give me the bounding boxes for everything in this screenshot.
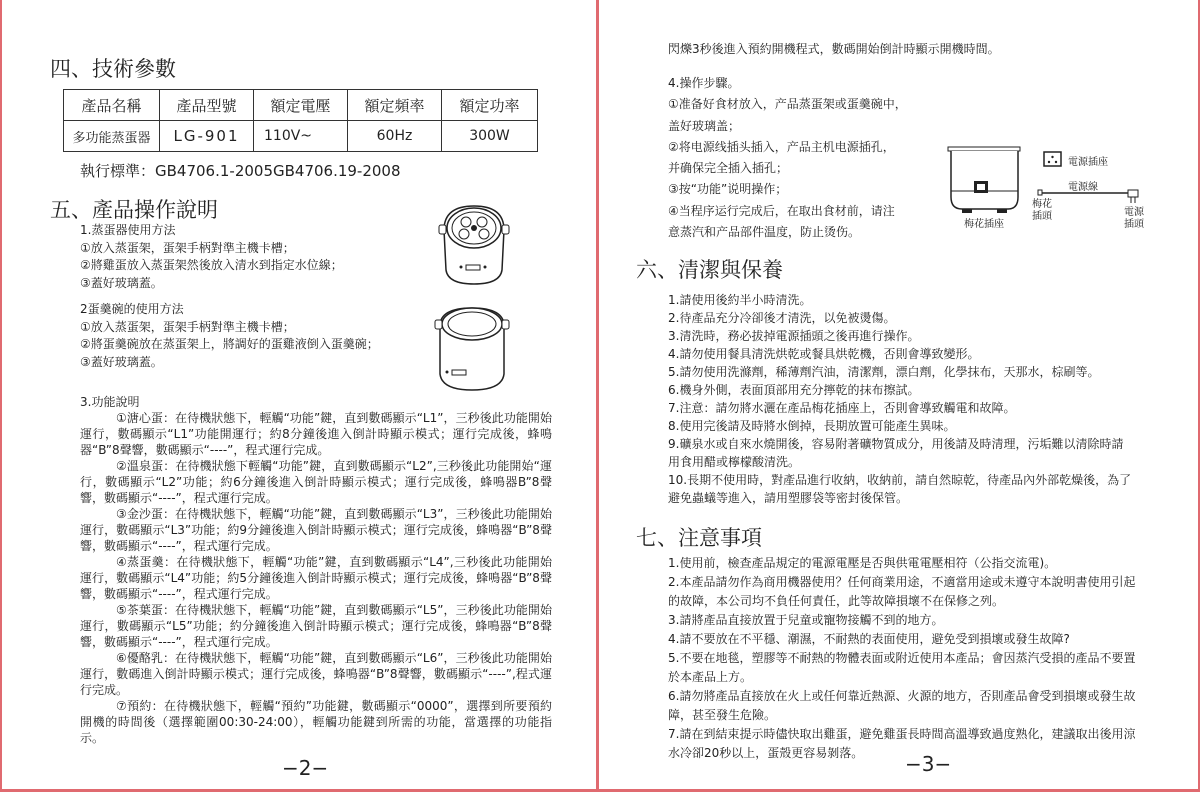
- power-plug-label: [1124, 207, 1144, 231]
- note-item: 3.請將產品直接放置于兒童或寵物接觸不到的地方。: [668, 613, 944, 627]
- page-divider: [596, 0, 599, 791]
- cleaning-item: 3.清洗時，務必拔掉電源插頭之後再進行操作。: [668, 329, 920, 343]
- usage-1-step: ②將雞蛋放入蒸蛋架然後放入清水到指定水位線；: [80, 258, 343, 272]
- usage-1-step: ③蓋好玻璃蓋。: [80, 275, 163, 290]
- note-item: 的故障，本公司均不負任何責任，此等故障損壞不在保修之列。: [668, 594, 1005, 608]
- cleaning-item: 2.待產品充分冷卻後才清洗，以免被燙傷。: [668, 311, 896, 325]
- egg-custard-bowl-illustration: [432, 302, 512, 394]
- value-cell: 300W: [442, 121, 538, 152]
- usage-2: [80, 301, 379, 371]
- usage-2-step: ③蓋好玻璃蓋。: [80, 354, 163, 369]
- step-line: 盖好玻璃盖；: [668, 118, 741, 133]
- functions-title: 3.功能說明: [80, 395, 140, 409]
- note-item: 2.本產品請勿作為商用機器使用？任何商業用途，不適當用途或未遵守本說明書使用引起: [668, 575, 1136, 589]
- step-line: 意蒸汽和产品部件温度，防止烫伤。: [668, 225, 861, 240]
- spec-header-row: [64, 90, 538, 121]
- step-line: ②将电源线插头插入，产品主机电源插孔，: [668, 139, 895, 154]
- cleaning-item: 用食用醋或檸檬酸清洗。: [668, 455, 801, 469]
- function-item: ①溏心蛋：在待機狀態下，輕觸“功能”鍵，直到數碼顯示“L1”，三秒後此功能開始運行，數碼顯示“L1”功能開運行；約8分鐘後進入倒計時顯示模式；運行完成後，蜂鳴器“B”8聲響，數碼顯示“----”，程式運行完成。: [80, 411, 552, 457]
- cleaning-list: [668, 291, 1131, 507]
- step-line: ④当程序运行完成后，在取出食材前，请注: [668, 203, 895, 218]
- value-cell: 多功能蒸蛋器: [64, 121, 160, 152]
- function-item: ③金沙蛋：在待機狀態下，輕觸“功能”鍵，直到數碼顯示“L3”，三秒後此功能開始運行，數碼顯示“L3”功能；約9分鐘後進入倒計時顯示模式；運行完成後，蜂鳴器“B”8聲響，數碼顯示“----”，程式運行完成。: [80, 507, 552, 553]
- section-7-title: 七、注意事項: [636, 526, 762, 550]
- page-border-left: [0, 0, 2, 791]
- page-number: −2−: [282, 756, 329, 780]
- usage-1: [80, 222, 343, 292]
- cleaning-item: 避免蟲蟻等進入，請用塑膠袋等密封後保管。: [668, 491, 909, 505]
- header-cell: 產品型號: [160, 90, 254, 121]
- note-item: 於本產品上方。: [668, 670, 753, 684]
- header-cell: 產品名稱: [64, 90, 160, 121]
- header-cell: 額定頻率: [348, 90, 442, 121]
- function-item: ⑥優酪乳：在待機狀態下，輕觸“功能”鍵，直到數碼顯示“L6”，三秒後此功能開始運行，數碼進入倒計時顯示模式；運行完成後，蜂鳴器“B”8聲響，數碼顯示“----”,程式運行完成。: [80, 651, 552, 697]
- step-line: ①准备好食材放入，产品蒸蛋架或蛋羹碗中，: [668, 97, 907, 112]
- power-plug-label-line: 電源: [1124, 207, 1144, 218]
- usage-2-title: 2蛋羹碗的使用方法: [80, 302, 184, 316]
- spec-value-row: [64, 121, 538, 152]
- plum-plug-label: [1032, 199, 1052, 223]
- notes-list: [668, 554, 1135, 763]
- usage-2-step: ①放入蒸蛋架，蛋架手柄對準主機卡槽；: [80, 319, 295, 334]
- note-item: 障，甚至發生危險。: [668, 708, 777, 722]
- egg-cooker-top-illustration: [436, 200, 512, 290]
- power-connection-diagram: [940, 135, 1155, 235]
- value-cell: 110V~: [254, 121, 348, 152]
- section-6-title: 六、清潔與保養: [636, 258, 783, 282]
- cleaning-item: 5.請勿使用洗滌劑，稀薄劑汽油，清潔劑，漂白劑，化學抹布，天那水，棕刷等。: [668, 365, 1100, 379]
- cleaning-item: 10.長期不使用時，對產品進行收納，收納前，請自然晾乾，待產品內外部乾燥後，為了: [668, 473, 1132, 487]
- operation-steps: [668, 73, 907, 243]
- cleaning-item: 6.機身外側，表面頂部用充分擰乾的抹布擦試。: [668, 383, 920, 397]
- function-item: ②溫泉蛋：在待機狀態下輕觸“功能”鍵，直到數碼顯示“L2”,三秒後此功能開始“運行，數碼顯示“L2”功能；約6分鐘後進入倒計時顯示模式；運行完成後，蜂鳴器B”8聲響，數碼顯示“----”，程式運行完成。: [80, 459, 552, 505]
- header-cell: 額定電壓: [254, 90, 348, 121]
- note-item: 6.請勿將產品直接放在火上或任何靠近熱源、火源的地方，否則產品會受到損壞或發生故: [668, 689, 1136, 703]
- header-cell: 額定功率: [442, 90, 538, 121]
- standard-text: 執行標準：GB4706.1-2005GB4706.19-2008: [80, 162, 401, 180]
- page-border-bottom: [0, 789, 1200, 792]
- note-item: 7.請在到結束提示時儘快取出雞蛋，避免雞蛋長時間高溫導致過度熟化，建議取出後用涼: [668, 727, 1136, 741]
- value-cell: 60Hz: [348, 121, 442, 152]
- cord-label: 電源線: [1068, 182, 1098, 193]
- note-item: 4.請不要放在不平穩、潮濕，不耐熱的表面使用，避免受到損壞或發生故障?: [668, 632, 1070, 646]
- plum-plug-label-line: 梅花: [1032, 199, 1052, 210]
- step-line: 并确保完全插入插孔；: [668, 161, 789, 176]
- cleaning-item: 8.使用完後請及時將水倒掉，長期放置可能產生異味。: [668, 419, 956, 433]
- socket-label: 電源插座: [1068, 157, 1108, 168]
- section-5-title: 五、產品操作說明: [50, 198, 218, 222]
- section-4-title: 四、技術參數: [50, 57, 176, 81]
- plum-plug-label-line: 插頭: [1032, 211, 1052, 222]
- power-plug-label-line: 插頭: [1124, 219, 1144, 230]
- note-item: 1.使用前，檢查產品規定的電源電壓是否與供電電壓相符（公指交流電)。: [668, 556, 1057, 570]
- cleaning-item: 1.請使用後約半小時清洗。: [668, 293, 812, 307]
- usage-1-title: 1.蒸蛋器使用方法: [80, 223, 176, 237]
- continued-text: 閃爍3秒後進入預約開機程式，數碼開始倒計時顯示開機時間。: [668, 42, 1000, 56]
- note-item: 水冷卻20秒以上，蛋殼更容易剝落。: [668, 746, 864, 760]
- steps-title: 4.操作步驟。: [668, 76, 740, 90]
- function-item: ④蒸蛋羹：在待機狀態下，輕觸“功能”鍵，直到數碼顯示“L4”,三秒後此功能開始運行，數碼顯示“L4”功能；約5分鐘後進入倒計時顯示模式；運行完成後，蜂鳴器“B”8聲響，數碼顯示“----”，程式運行完成。: [80, 555, 552, 601]
- note-item: 5.不要在地毯，塑膠等不耐熱的物體表面或附近使用本產品；會因蒸汽受損的產品不要置: [668, 651, 1136, 665]
- cleaning-item: 4.請勿使用餐具清洗烘乾或餐具烘乾機，否則會導致變形。: [668, 347, 980, 361]
- spec-table: [63, 89, 538, 152]
- cleaning-item: 9.礦泉水或自來水燒開後，容易附著礦物質成分，用後請及時清理，污垢難以清除時請: [668, 437, 1124, 451]
- usage-2-step: ②將蛋羹碗放在蒸蛋架上，將調好的蛋雞液倒入蛋羹碗；: [80, 337, 379, 351]
- function-item: ⑦預約：在待機狀態下，輕觸“預約”功能鍵，數碼顯示“0000”，選擇到所要預約開機的時間後（選擇範圍00:30-24:00），輕觸功能鍵到所需的功能，當選擇的功能指示。: [80, 699, 552, 745]
- cleaning-item: 7.注意：請勿將水灑在產品梅花插座上，否則會導致觸電和故障。: [668, 401, 1016, 415]
- value-cell: LG-901: [160, 121, 254, 152]
- page-number: −3−: [905, 752, 952, 776]
- function-description: [80, 394, 552, 746]
- appliance-socket-label: 梅花插座: [964, 219, 1004, 230]
- function-item: ⑤茶葉蛋：在待機狀態下，輕觸“功能”鍵，直到數碼顯示“L5”，三秒後此功能開始運行，數碼顯示“L5”功能；約分鐘後進入倒計時顯示模式；運行完成後，蜂鳴器“B”8聲響，數碼顯示“----”，程式運行完成。: [80, 603, 552, 649]
- step-line: ③按“功能”说明操作；: [668, 182, 788, 197]
- usage-1-step: ①放入蒸蛋架，蛋架手柄對準主機卡槽；: [80, 240, 295, 255]
